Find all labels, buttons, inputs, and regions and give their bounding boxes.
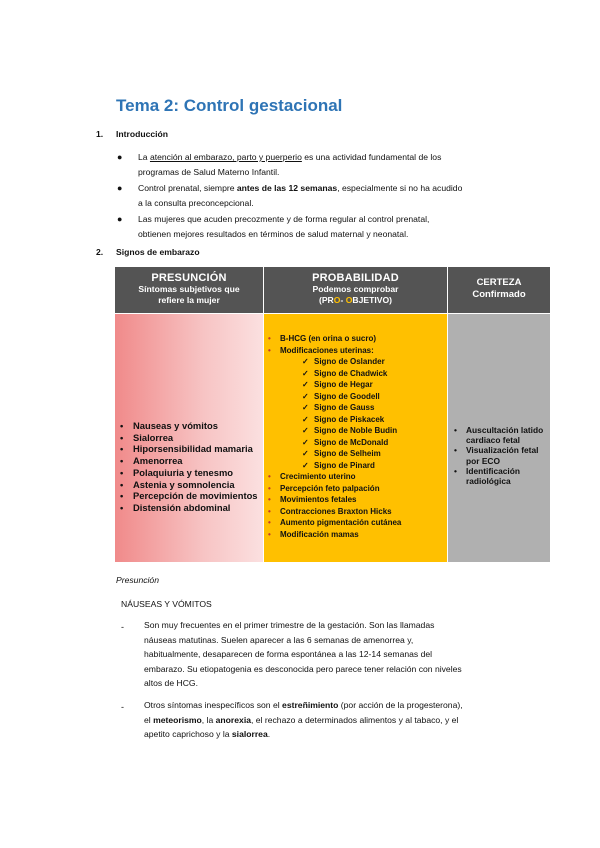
list-item: • Distensión abdominal [120,501,231,513]
checkmark-icon: ✓ [302,380,309,389]
intro-bullet-3: Las mujeres que acuden precozmente y de forma regular al control prenatal, obtienen mejores resultados en términos de salud maternal y neonatal. [138,214,430,239]
list-item: • Crecimiento uterino [268,472,356,481]
probabilidad-cell [264,314,447,562]
presuncion-cell [115,314,263,562]
section-number: 1. [96,129,104,139]
list-item: • Amenorrea [120,455,183,467]
intro-bullet-2: Control prenatal, siempre antes de las 12 semanas, especialmente si no ha acudido a la consulta preconcepcional. [138,183,463,208]
dash-icon: - [121,702,124,712]
checkmark-icon: ✓ [302,426,309,435]
presuncion-label: Presunción [116,575,159,585]
intro-bullet-1: La atención al embarazo, parto y puerperio es una actividad fundamental de los programas de Salud Materno Infantil. [138,152,442,177]
certeza-cell [448,314,550,562]
header-presuncion: PRESUNCIÓN Síntomas subjetivos que refiere la mujer [115,267,263,313]
list-item: ✓ Signo de Oslander [302,357,385,366]
checkmark-icon: ✓ [302,403,309,412]
list-item: ✓ Signo de McDonald [302,437,389,447]
dash-icon: - [121,622,124,632]
checkmark-icon: ✓ [302,449,309,458]
list-item: • Polaquiuria y tenesmo [120,466,234,478]
list-item: • Astenia y somnolencia [120,478,235,490]
checkmark-icon: ✓ [302,357,309,366]
list-item: • Movimientos fetales [268,495,357,504]
checkmark-icon: ✓ [302,368,309,378]
list-item: • Sialorrea [120,431,174,443]
list-item: • Aumento pigmentación cutánea [268,518,402,527]
list-item: • Visualización fetal por ECO [454,445,539,466]
list-item: ✓ Signo de Piskacek [302,414,385,424]
list-item: • Nauseas y vómitos [120,420,218,431]
list-item: • B-HCG (en orina o sucro) [268,334,377,343]
signs-table [115,267,550,562]
list-item: • Hiporsensibilidad mamaria [120,443,253,455]
list-item: • Percepción de movimientos [120,490,258,502]
list-item: • Percepción feto palpación [268,483,380,493]
intro-link-text: atención al embarazo, parto y puerperio [149,152,302,162]
nauseas-heading: NÁUSEAS Y VÓMITOS [121,599,212,609]
list-item: ✓ Signo de Chadwick [302,368,388,378]
list-item: • Modificaciones uterinas: [268,345,374,355]
list-item: ✓ Signo de Hegar [302,380,373,389]
bullet-icon: ● [117,183,123,193]
list-item: ✓ Signo de Pinard [302,460,375,470]
section-title-signos: Signos de embarazo [116,247,200,257]
checkmark-icon: ✓ [302,460,309,470]
section-number: 2. [96,247,104,257]
checkmark-icon: ✓ [302,391,309,401]
list-item: • Auscultación latido cardiaco fetal [454,425,544,446]
header-probabilidad: PROBABILIDAD Podemos comprobar (PRO- OBJETIVO) [264,267,447,313]
section-title-intro: Introducción [116,129,169,139]
list-item: • Identificación radiológica [454,465,520,487]
list-item: • Contracciones Braxton Hicks [268,506,392,516]
list-item: ✓ Signo de Noble Budin [302,426,398,435]
list-item: ✓ Signo de Selheim [302,449,381,458]
header-certeza: CERTEZA Confirmado [448,267,550,313]
nauseas-paragraph-1: Son muy frecuentes en el primer trimestre de la gestación. Son las llamadas náuseas matutinas. Suelen aparecer a las 6 semanas de amenorrea y, habitualmente, desaparecen de forma espontánea a las 12-14 semanas del embarazo. Su etiopatogenia es desconocida pero parece tener relación con niveles altos de HCG. [144,620,462,688]
list-item: ✓ Signo de Goodell [302,391,380,401]
checkmark-icon: ✓ [302,437,309,447]
bullet-icon: ● [117,214,123,224]
nauseas-paragraph-2: Otros síntomas inespecíficos son el estreñimiento (por acción de la progesterona), el meteorismo, la anorexia, el rechazo a determinados alimentos y al tabaco, y el apetito caprichoso y la sialorrea. [144,700,463,739]
checkmark-icon: ✓ [302,414,309,424]
bullet-icon: ● [117,152,123,162]
page-title: Tema 2: Control gestacional [116,96,343,115]
list-item: • Modificación mamas [268,529,359,539]
list-item: ✓ Signo de Gauss [302,403,375,412]
